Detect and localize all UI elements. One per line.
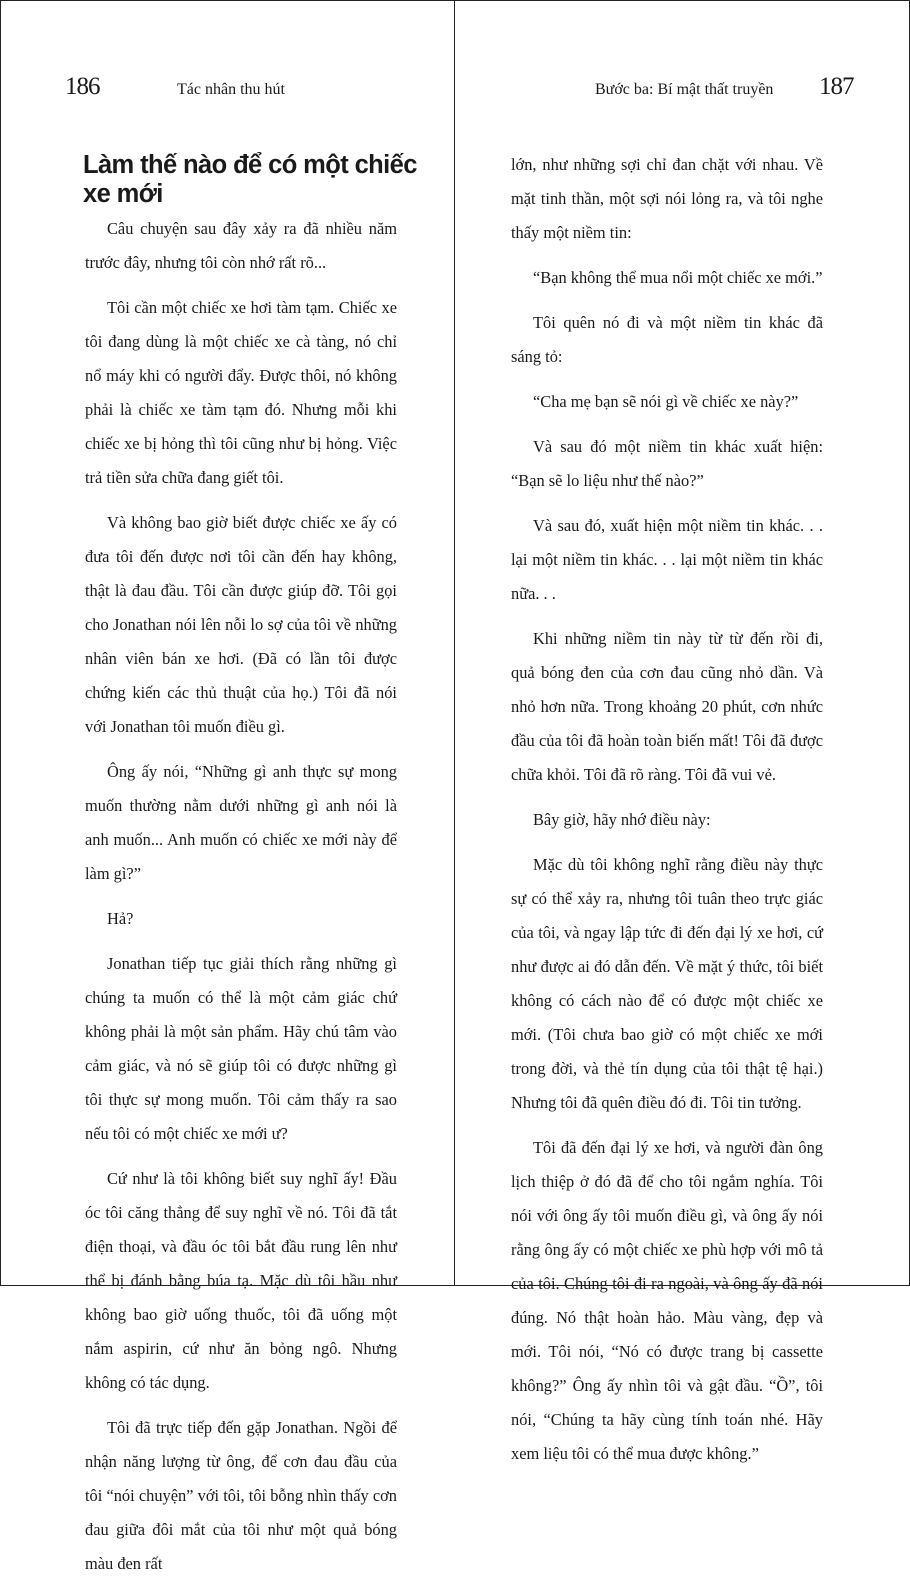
paragraph: Jonathan tiếp tục giải thích rằng những gì chúng ta muốn có thể là một cảm giác chứ không phải là một sản phẩm. Hãy chú tâm vào cảm giác, và nó sẽ giúp tôi có được những gì tôi thực sự mong muốn. Tôi cảm thấy ra sao nếu tôi có một chiếc xe mới ư? [85,954,397,1143]
paragraph: Mặc dù tôi không nghĩ rằng điều này thực sự có thể xảy ra, nhưng tôi tuân theo trực giác của tôi, và ngay lập tức đi đến đại lý xe hơi, cứ như được ai đó dẫn đến. Về mặt ý thức, tôi biết không có cách nào để có được một chiếc xe mới. (Tôi chưa bao giờ có một chiếc xe mới trong đời, và thẻ tín dụng của tôi thật tệ hại.) Nhưng tôi đã quên điều đó đi. Tôi tin tưởng. [511,855,823,1112]
right-body-text [511,148,823,1482]
paragraph: Và không bao giờ biết được chiếc xe ấy có đưa tôi đến được nơi tôi cần đến hay không, thật là đau đầu. Tôi cần được giúp đỡ. Tôi gọi cho Jonathan nói lên nỗi lo sợ của tôi về những nhân viên bán xe hơi. (Đã có lần tôi được chứng kiến các thủ thuật của họ.) Tôi đã nói với Jonathan tôi muốn điều gì. [85,513,397,736]
running-head: Bước ba: Bí mật thất truyền [595,81,774,98]
left-body-text [85,212,397,1592]
page-number: 187 [819,73,854,100]
right-page [455,1,909,1463]
paragraph: Ông ấy nói, “Những gì anh thực sự mong muốn thường nằm dưới những gì anh nói là anh muốn... Anh muốn có chiếc xe mới này để làm gì?” [85,762,397,883]
left-page [1,1,455,1573]
paragraph: Tôi cần một chiếc xe hơi tàm tạm. Chiếc xe tôi đang dùng là một chiếc xe cà tàng, nó chỉ nổ máy khi có người đẩy. Được thôi, nó không phải là chiếc xe tàm tạm đó. Nhưng mỗi khi chiếc xe bị hỏng thì tôi cũng như bị hỏng. Việc trả tiền sửa chữa đang giết tôi. [85,298,397,487]
paragraph: Tôi đã trực tiếp đến gặp Jonathan. Ngồi để nhận năng lượng từ ông, để cơn đau đầu của tôi “nói chuyện” với tôi, tôi bỗng nhìn thấy cơn đau giữa đôi mắt của tôi như một quả bóng màu đen rất [85,1418,397,1573]
paragraph: Cứ như là tôi không biết suy nghĩ ấy! Đầu óc tôi căng thẳng để suy nghĩ về nó. Tôi đã tắt điện thoại, và đầu óc tôi bắt đầu rung lên như thể bị đánh bằng búa tạ. Mặc dù tôi hầu như không bao giờ uống thuốc, tôi đã uống một nắm aspirin, cứ như ăn bỏng ngô. Nhưng không có tác dụng. [85,1169,397,1392]
chapter-title: Làm thế nào để có một chiếc xe mới [83,151,417,208]
paragraph: lớn, như những sợi chỉ đan chặt với nhau. Về mặt tinh thần, một sợi nói lỏng ra, và tôi nghe thấy một niềm tin: [511,155,823,242]
paragraph: Hả? [107,909,134,928]
paragraph: Và sau đó một niềm tin khác xuất hiện: “Bạn sẽ lo liệu như thế nào?” [511,437,823,490]
paragraph: Và sau đó, xuất hiện một niềm tin khác. . . lại một niềm tin khác. . . lại một niềm tin khác nữa. . . [511,516,823,603]
paragraph: Bây giờ, hãy nhớ điều này: [533,810,711,829]
paragraph: “Cha mẹ bạn sẽ nói gì về chiếc xe này?” [533,392,799,411]
paragraph: Khi những niềm tin này từ từ đến rồi đi, quả bóng đen của cơn đau cũng nhỏ dần. Và nhỏ hơn nữa. Trong khoảng 20 phút, cơn nhức đầu của tôi đã hoàn toàn biến mất! Tôi đã được chữa khỏi. Tôi đã rõ ràng. Tôi đã vui vẻ. [511,629,823,784]
running-head: Tác nhân thu hút [177,81,285,98]
paragraph: Câu chuyện sau đây xảy ra đã nhiều năm trước đây, nhưng tôi còn nhớ rất rõ... [85,219,397,272]
paragraph: Tôi quên nó đi và một niềm tin khác đã sáng tỏ: [511,313,823,366]
page-number: 186 [65,73,100,100]
paragraph: Tôi đã đến đại lý xe hơi, và người đàn ông lịch thiệp ở đó đã để cho tôi ngắm nghía. Tôi nói với ông ấy tôi muốn điều gì, và ông ấy nói rằng ông ấy có một chiếc xe phù hợp với mô tả của tôi. Chúng tôi đi ra ngoài, và ông ấy đã nói đúng. Nó thật hoàn hảo. Màu vàng, đẹp và mới. Tôi nói, “Nó có được trang bị cassette không?” Ông ấy nhìn tôi và gật đầu. “Ồ”, tôi nói, “Chúng ta hãy cùng tính toán nhé. Hãy xem liệu tôi có thể mua được không.” [511,1138,823,1463]
paragraph: “Bạn không thể mua nổi một chiếc xe mới.” [533,268,823,287]
